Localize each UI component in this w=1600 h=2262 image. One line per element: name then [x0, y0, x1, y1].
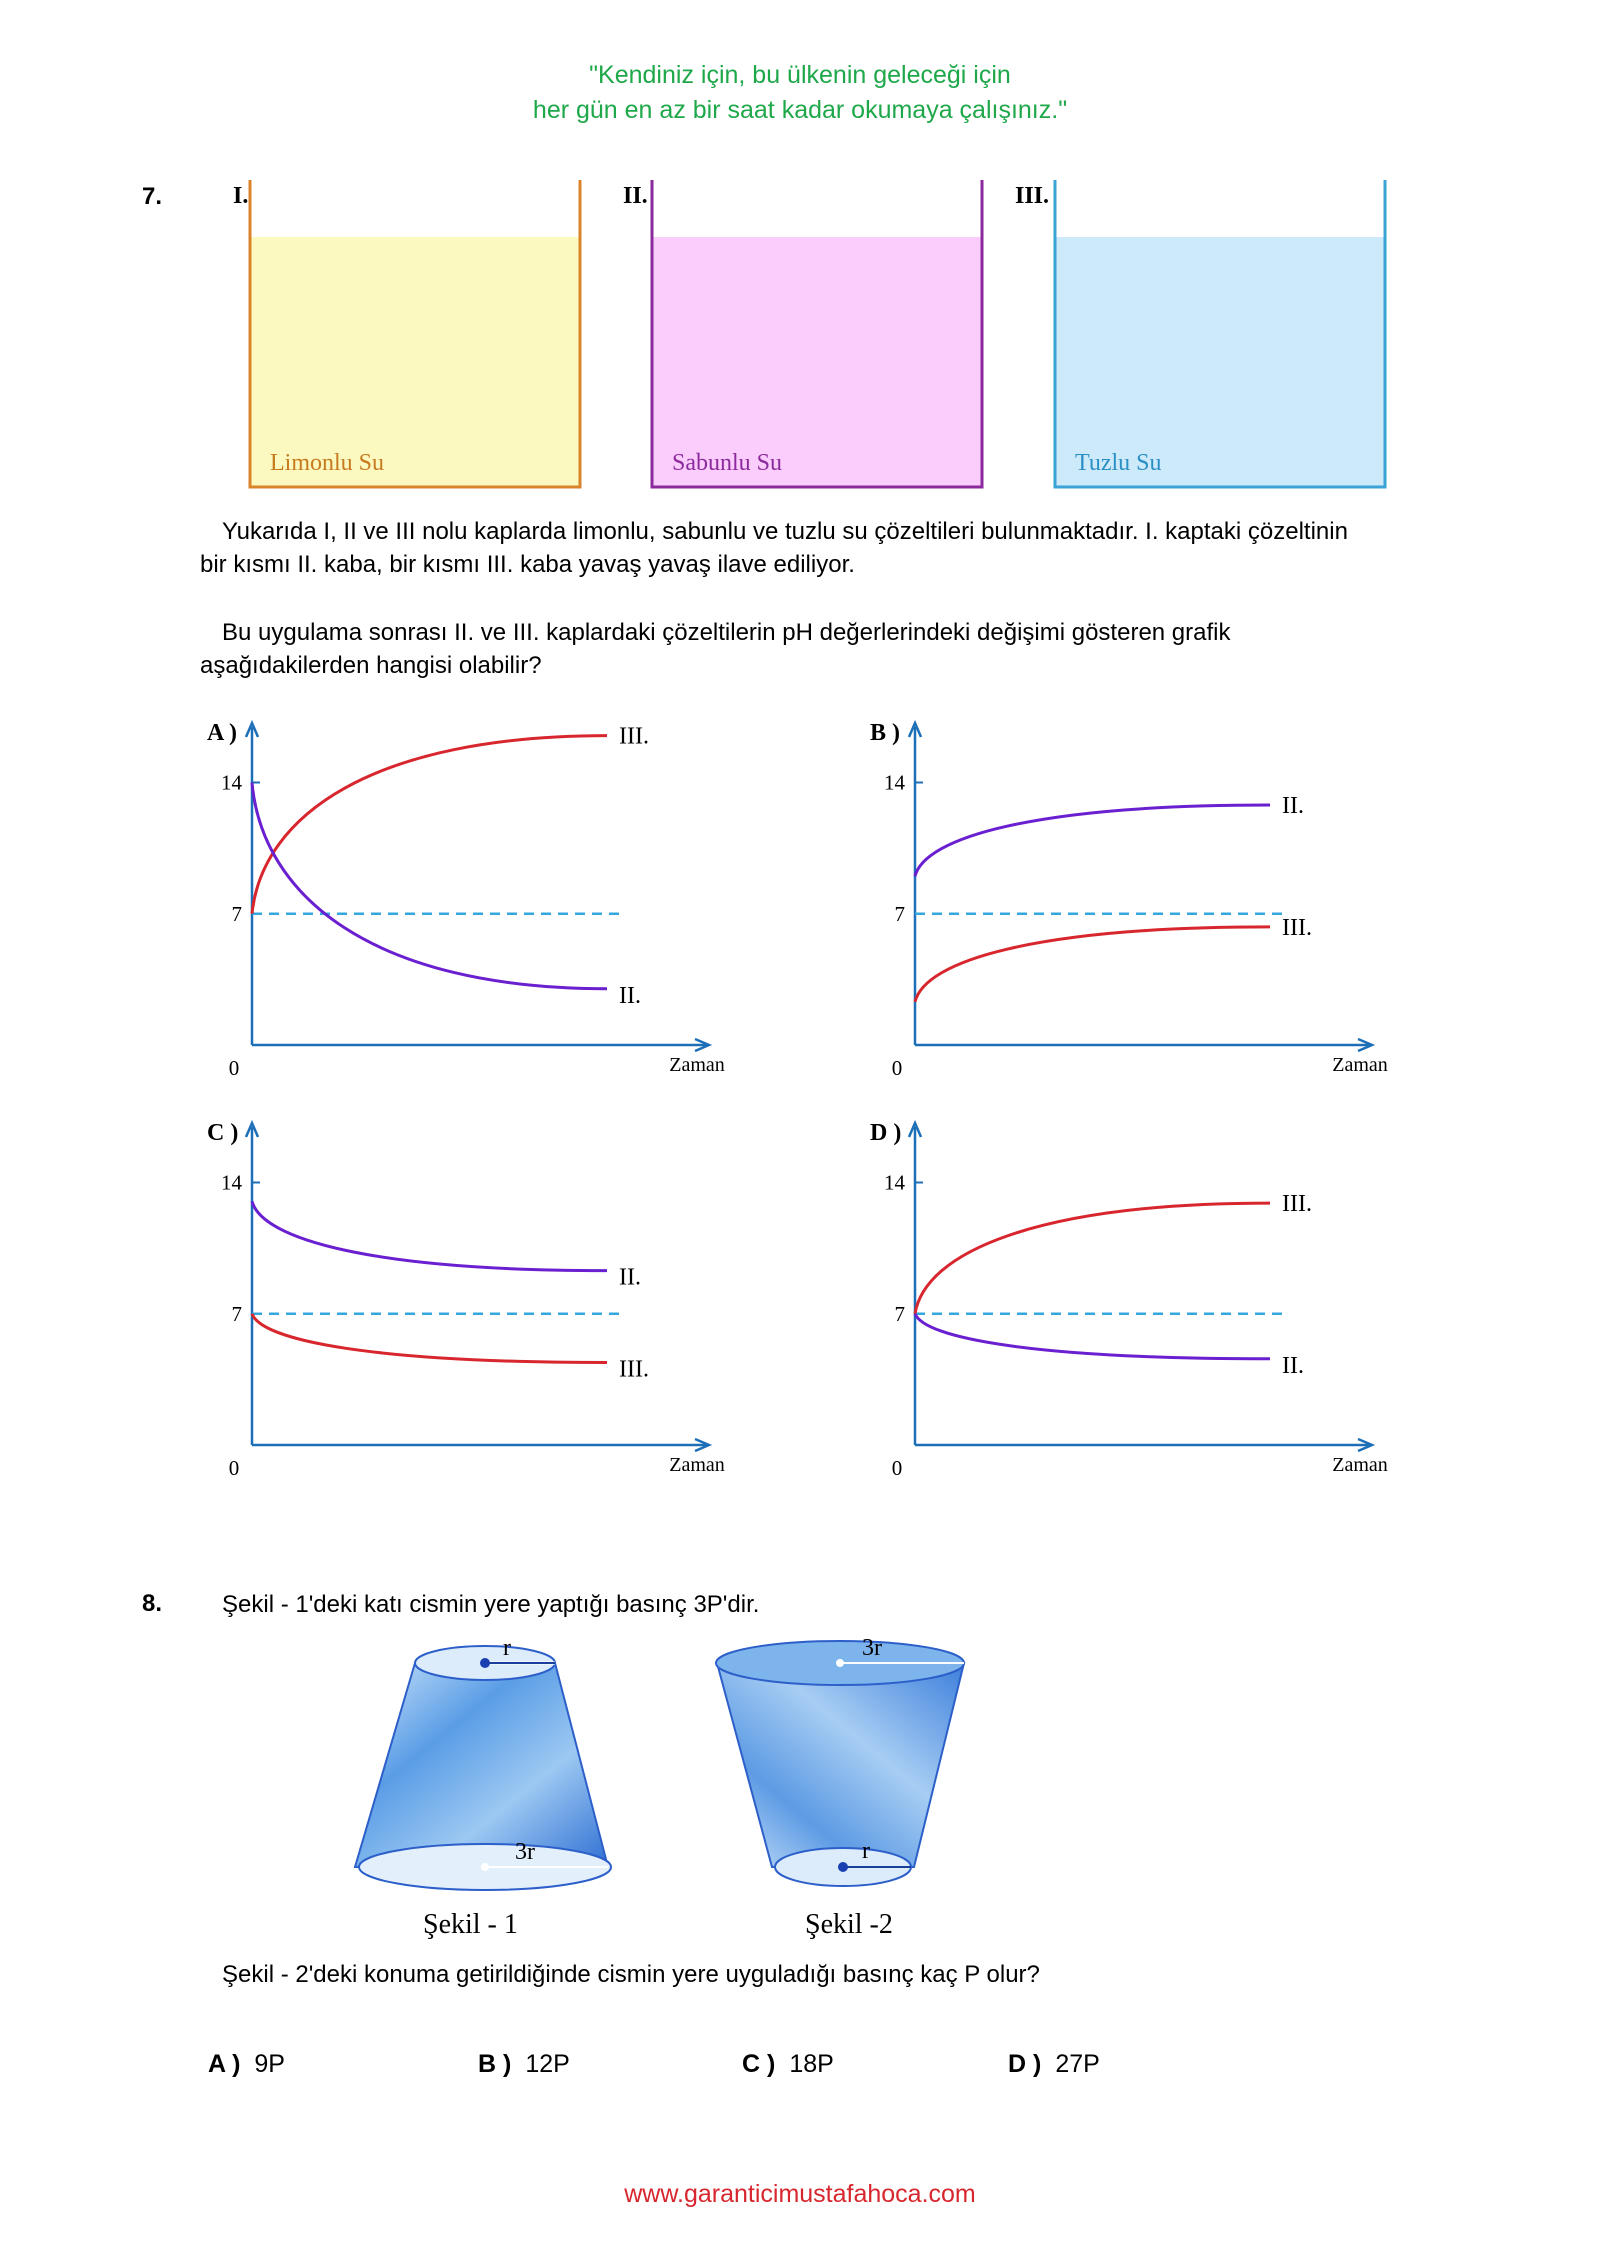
- choice-a-value: 9P: [254, 2050, 285, 2078]
- series-line: [252, 1314, 607, 1363]
- y-tick-label: 7: [894, 901, 905, 926]
- series-label: III.: [1282, 914, 1312, 941]
- motto-line-2: her gün en az bir saat kadar okumaya çalışınız.": [532, 96, 1068, 124]
- motto: [0, 58, 1600, 128]
- container-III-label: Tuzlu Su: [1075, 450, 1162, 476]
- series-label: II.: [1282, 1352, 1304, 1379]
- container-I-label: Limonlu Su: [270, 450, 385, 476]
- question-7-number: 7.: [142, 183, 163, 210]
- series-label: III.: [1282, 1191, 1312, 1218]
- series-label: III.: [619, 723, 649, 750]
- figure-2-bottom-radius: r: [862, 1838, 870, 1864]
- figure-2-caption: Şekil -2: [805, 1909, 893, 1940]
- question-7-text-2: Bu uygulama sonrası II. ve III. kaplardaki çözeltilerin pH değerlerindeki değişimi gösteren grafik aşağıdakilerden hangisi olabilir?: [200, 619, 1231, 679]
- y-tick-label: 7: [231, 1301, 242, 1326]
- container-II: [623, 180, 982, 487]
- figure-1-caption: Şekil - 1: [423, 1909, 518, 1940]
- container-III-roman: III.: [1015, 183, 1050, 209]
- option-label: D ): [870, 1120, 902, 1146]
- container-I: [233, 180, 580, 487]
- series-label: II.: [619, 982, 641, 1009]
- origin-label: 0: [891, 1456, 903, 1480]
- question-8-number: 8.: [142, 1590, 163, 1617]
- motto-line-1: "Kendiniz için, bu ülkenin geleceği için: [589, 61, 1011, 89]
- question-8-text-2: Şekil - 2'deki konuma getirildiğinde cismin yere uyguladığı basınç kaç P olur?: [222, 1961, 1040, 1988]
- chart-option-2[interactable]: [870, 720, 1388, 1080]
- figure-2: [716, 1635, 964, 1940]
- y-tick-label: 14: [884, 1170, 905, 1195]
- choice-c-letter: C ): [742, 2050, 776, 2078]
- choice-b[interactable]: [478, 2050, 570, 2079]
- y-tick-label: 7: [894, 1301, 905, 1326]
- series-line: [252, 736, 607, 914]
- origin-label: 0: [891, 1056, 903, 1080]
- question-7-text-1: Yukarıda I, II ve III nolu kaplarda limonlu, sabunlu ve tuzlu su çözeltileri bulunmaktadır. I. kaptaki çözeltinin bir kısmı II. kaba, bir kısmı III. kaba yavaş yavaş ilave ediliyor.: [200, 518, 1348, 578]
- series-line: [915, 927, 1270, 1002]
- chart-option-1[interactable]: [207, 720, 725, 1080]
- origin-label: 0: [228, 1056, 240, 1080]
- choice-a[interactable]: [208, 2050, 285, 2079]
- series-line: [915, 805, 1270, 876]
- series-label: III.: [619, 1356, 649, 1383]
- x-axis-label: Zaman: [1332, 1054, 1388, 1076]
- x-axis-label: Zaman: [1332, 1454, 1388, 1476]
- question-8-text-1: Şekil - 1'deki katı cismin yere yaptığı basınç 3P'dir.: [222, 1591, 760, 1618]
- y-tick-label: 7: [231, 901, 242, 926]
- container-I-roman: I.: [233, 183, 249, 209]
- choice-d-value: 27P: [1055, 2050, 1100, 2078]
- choice-d[interactable]: [1008, 2050, 1100, 2079]
- figure-2-top-radius: 3r: [862, 1635, 882, 1661]
- choice-b-letter: B ): [478, 2050, 512, 2078]
- origin-label: 0: [228, 1456, 240, 1480]
- y-tick-label: 14: [221, 770, 242, 795]
- series-line: [252, 1201, 607, 1270]
- frustum-figures: [340, 1630, 1020, 1950]
- container-II-roman: II.: [623, 183, 648, 209]
- option-label: B ): [870, 720, 900, 746]
- option-label: A ): [207, 720, 237, 746]
- series-line: [915, 1314, 1270, 1359]
- choice-a-letter: A ): [208, 2050, 241, 2078]
- option-label: C ): [207, 1120, 239, 1146]
- series-line: [252, 783, 607, 989]
- y-tick-label: 14: [221, 1170, 242, 1195]
- choice-b-value: 12P: [525, 2050, 570, 2078]
- choice-c[interactable]: [742, 2050, 834, 2079]
- series-label: II.: [1282, 793, 1304, 819]
- containers-figure: [0, 170, 1600, 500]
- series-label: II.: [619, 1264, 641, 1291]
- figure-1-top-radius: r: [503, 1635, 511, 1661]
- y-tick-label: 14: [884, 770, 905, 795]
- ph-charts: [0, 700, 1600, 1500]
- choice-d-letter: D ): [1008, 2050, 1042, 2078]
- chart-option-4[interactable]: [870, 1120, 1388, 1480]
- figure-1: [355, 1635, 611, 1940]
- x-axis-label: Zaman: [669, 1454, 725, 1476]
- container-II-label: Sabunlu Su: [672, 450, 783, 476]
- footer-website[interactable]: www.garanticimustafahoca.com: [624, 2180, 976, 2208]
- chart-option-3[interactable]: [207, 1120, 725, 1480]
- series-line: [915, 1203, 1270, 1314]
- choice-c-value: 18P: [789, 2050, 834, 2078]
- figure-1-bottom-radius: 3r: [515, 1839, 535, 1865]
- x-axis-label: Zaman: [669, 1054, 725, 1076]
- container-III: [1015, 180, 1385, 487]
